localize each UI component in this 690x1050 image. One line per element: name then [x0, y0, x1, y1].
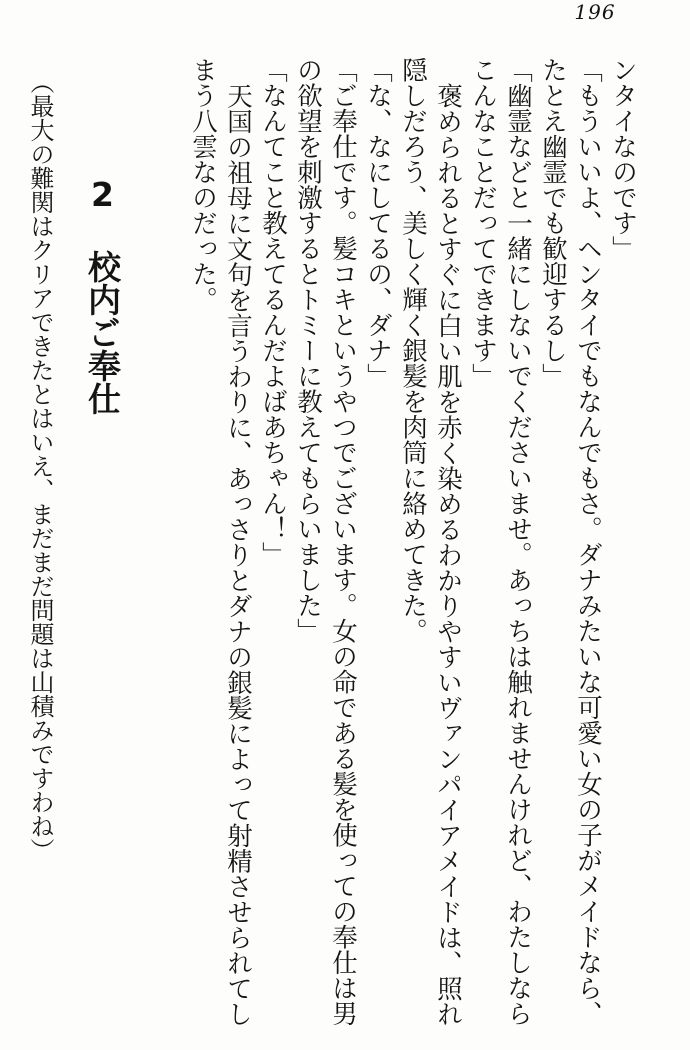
chapter-heading — [79, 57, 125, 1039]
text-line: 天国の祖母に文句を言うわりに、あっさりとダナの銀髪によって射精させられてし — [223, 82, 253, 1026]
text-line: まう八雲なのだった。 — [188, 57, 218, 312]
chapter-title: 校内ご奉仕 — [83, 249, 122, 415]
page-number: 196 — [574, 0, 616, 24]
chapter-number: 2 — [83, 175, 122, 214]
text-line: 「もういいよ、ヘンタイでもなんでもさ。ダナみたいな可愛い女の子がメイドなら、 — [573, 57, 603, 1026]
text-line: 褒められるとすぐに白い肌を赤く染めるわかりやすいヴァンパイアメイドは、照れ — [433, 82, 463, 1026]
text-line: 「ご奉仕です。髪コキというやつでございます。女の命である髪を使っての奉仕は男 — [328, 57, 358, 1026]
text-line: 「幽霊などと一緒にしないでくださいませ。あっちは触れませんけれど、わたしなら — [503, 57, 533, 1026]
body-text — [22, 57, 640, 1039]
text-line: たとえ幽霊でも歓迎するし」 — [538, 57, 568, 389]
text-line: 「な、なにしてるの、ダナ」 — [363, 57, 393, 389]
text-line: の欲望を刺激するとトミーに教えてもらいました」 — [293, 57, 323, 644]
text-line: 「なんてこと教えてるんだよばあちゃん！」 — [258, 57, 288, 567]
text-line: ンタイなのです」 — [608, 57, 638, 261]
parenthetical-line: （最大の難関はクリアできたとはいえ、まだまだ問題は山積みですわね） — [26, 70, 54, 863]
text-line: こんなことだってできます」 — [468, 57, 498, 389]
text-line: 隠しだろう、美しく輝く銀髪を肉筒に絡めてきた。 — [398, 57, 428, 644]
